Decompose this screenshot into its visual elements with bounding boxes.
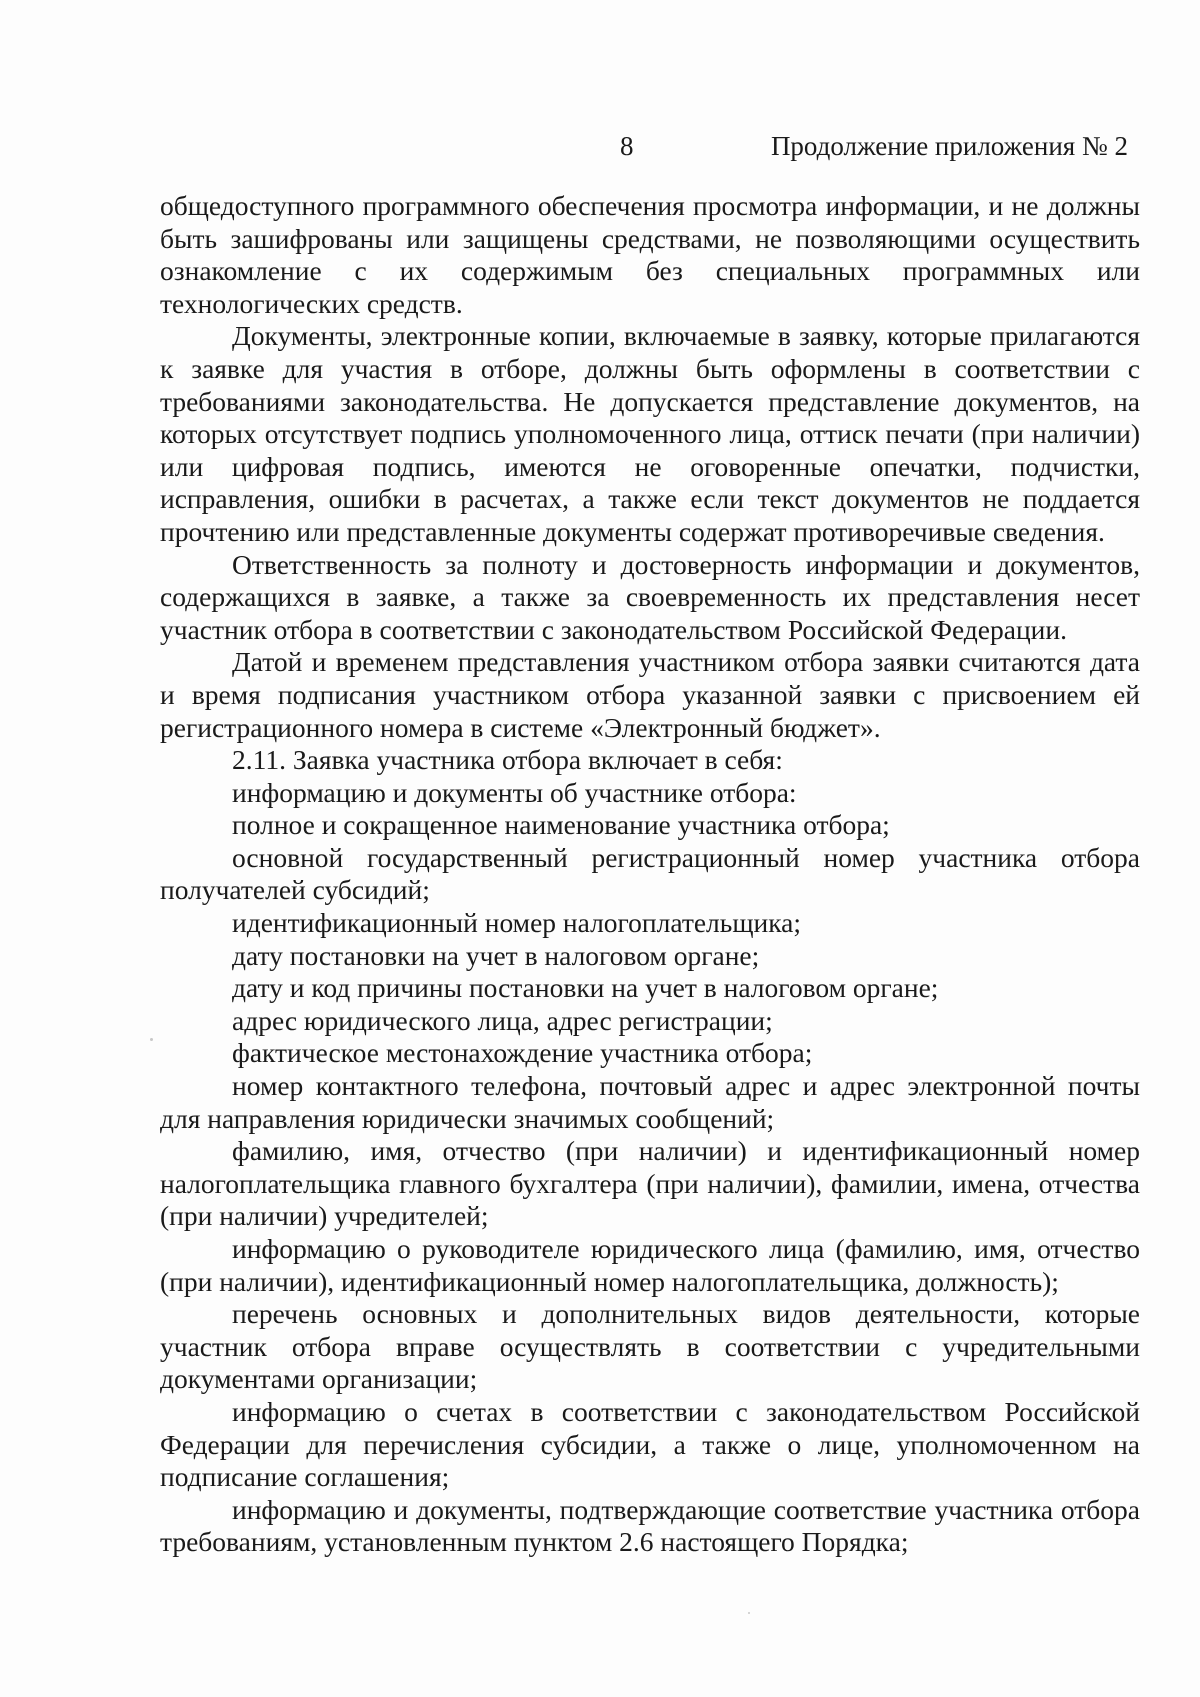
list-item: фактическое местонахождение участника отбора;	[232, 1037, 813, 1069]
list-item: основной государственный регистрационный номер участника отбора получателей субсидий;	[160, 841, 1140, 906]
list-item: перечень основных и дополнительных видов деятельности, которые участник отбора вправе осуществлять в соответствии с учредительными документами организации;	[160, 1298, 1140, 1395]
page-number: 8	[620, 131, 634, 161]
list-item: адрес юридического лица, адрес регистрации;	[232, 1004, 773, 1036]
list-item: дату постановки на учет в налоговом органе;	[232, 939, 760, 971]
list-item: информацию о руководителе юридического лица (фамилию, имя, отчество (при наличии), идентификационный номер налогоплательщика, должность);	[160, 1233, 1140, 1297]
section-heading: 2.11. Заявка участника отбора включает в себя:	[232, 744, 783, 776]
list-item: информацию и документы об участнике отбора:	[232, 776, 797, 808]
body-text	[160, 190, 1140, 1559]
scan-speck	[748, 1612, 750, 1614]
continuation-label: Продолжение приложения № 2	[770, 131, 1128, 161]
list-item: информацию о счетах в соответствии с законодательством Российской Федерации для перечисления субсидии, а также о лице, уполномоченном на подписание соглашения;	[160, 1395, 1140, 1493]
list-item: информацию и документы, подтверждающие соответствие участника отбора требованиям, установленным пунктом 2.6 настоящего Порядка;	[160, 1493, 1140, 1558]
list-item: идентификационный номер налогоплательщика;	[232, 907, 802, 939]
list-item: номер контактного телефона, почтовый адрес и адрес электронной почты для направления юридически значимых сообщений;	[160, 1070, 1140, 1134]
page-header	[0, 128, 1200, 164]
list-item: дату и код причины постановки на учет в налоговом органе;	[232, 972, 939, 1004]
scan-speck	[150, 1038, 153, 1041]
paragraph: Ответственность за полноту и достоверность информации и документов, содержащихся в заявке, а также за своевременность их представления несет участник отбора в соответствии с законодательством Российской Федерации.	[160, 548, 1140, 645]
paragraph: Датой и временем представления участником отбора заявки считаются дата и время подписания участником отбора указанной заявки с присвоением ей регистрационного номера в системе «Электронный бюджет».	[160, 646, 1140, 743]
paragraph: общедоступного программного обеспечения просмотра информации, и не должны быть зашифрованы или защищены средствами, не позволяющими осуществить ознакомление с их содержимым без специальных программных или технологических средств.	[160, 190, 1140, 319]
list-item: фамилию, имя, отчество (при наличии) и идентификационный номер налогоплательщика главного бухгалтера (при наличии), фамилии, имена, отчества (при наличии) учредителей;	[160, 1135, 1140, 1232]
paragraph: Документы, электронные копии, включаемые в заявку, которые прилагаются к заявке для участия в отборе, должны быть оформлены в соответствии с требованиями законодательства. Не допускается представление документов, на которых отсутствует подпись уполномоченного лица, оттиск печати (при наличии) или цифровая подпись, имеются не оговоренные опечатки, подчистки, исправления, ошибки в расчетах, а также если текст документов не поддается прочтению или представленные документы содержат противоречивые сведения.	[160, 320, 1140, 547]
list-item: полное и сокращенное наименование участника отбора;	[232, 809, 890, 841]
